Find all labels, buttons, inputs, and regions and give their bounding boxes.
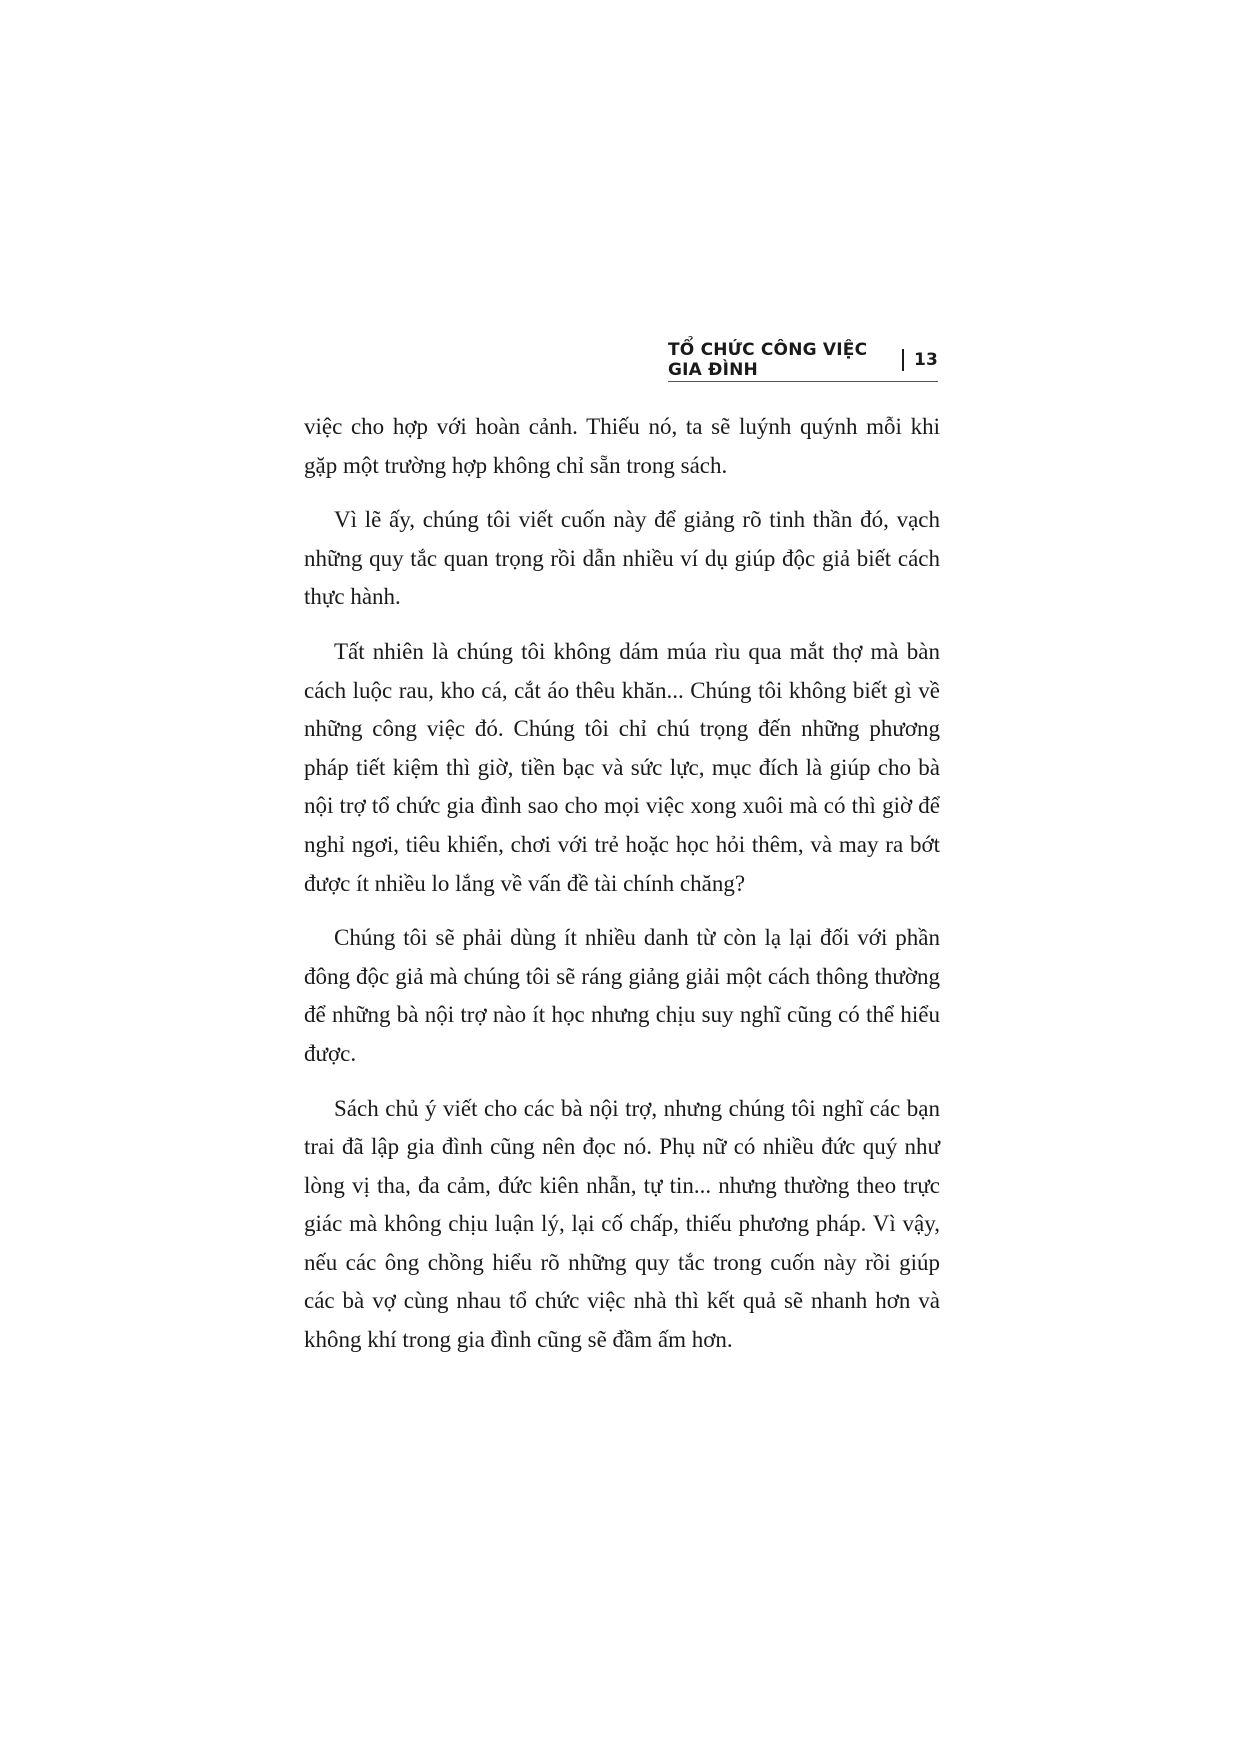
page-number: 13: [913, 349, 938, 370]
running-header-title: TỔ CHỨC CÔNG VIỆC GIA ĐÌNH: [668, 339, 868, 380]
paragraph-continuation: việc cho hợp với hoàn cảnh. Thiếu nó, ta sẽ luýnh quýnh mỗi khi gặp một trường hợp không chỉ sẵn trong sách.: [304, 414, 940, 478]
paragraph: Vì lẽ ấy, chúng tôi viết cuốn này để giảng rõ tinh thần đó, vạch những quy tắc quan trọng rồi dẫn nhiều ví dụ giúp độc giả biết cách thực hành.: [304, 507, 940, 610]
paragraph: Sách chủ ý viết cho các bà nội trợ, nhưng chúng tôi nghĩ các bạn trai đã lập gia đình cũng nên đọc nó. Phụ nữ có nhiều đức quý như lòng vị tha, đa cảm, đức kiên nhẫn, tự tin... nhưng thường theo trực giác mà không chịu luận lý, lại cố chấp, thiếu phương pháp. Vì vậy, nếu các ông chồng hiểu rõ những quy tắc trong cuốn này rồi giúp các bà vợ cùng nhau tổ chức việc nhà thì kết quả sẽ nhanh hơn và không khí trong gia đình cũng sẽ đầm ấm hơn.: [304, 1095, 940, 1353]
body-text: [304, 408, 940, 1376]
paragraph: Tất nhiên là chúng tôi không dám múa rìu qua mắt thợ mà bàn cách luộc rau, kho cá, cắt áo thêu khăn... Chúng tôi không biết gì về những công việc đó. Chúng tôi chỉ chú trọng đến những phương pháp tiết kiệm thì giờ, tiền bạc và sức lực, mục đích là giúp cho bà nội trợ tổ chức gia đình sao cho mọi việc xong xuôi mà có thì giờ để nghỉ ngơi, tiêu khiển, chơi với trẻ hoặc học hỏi thêm, và may ra bớt được ít nhiều lo lắng về vấn đề tài chính chăng?: [304, 638, 940, 896]
paragraph: Chúng tôi sẽ phải dùng ít nhiều danh từ còn lạ lại đối với phần đông độc giả mà chúng tôi sẽ ráng giảng giải một cách thông thường để những bà nội trợ nào ít học nhưng chịu suy nghĩ cũng có thể hiểu được.: [304, 925, 940, 1066]
running-header: [668, 339, 938, 382]
header-divider: [902, 349, 904, 371]
